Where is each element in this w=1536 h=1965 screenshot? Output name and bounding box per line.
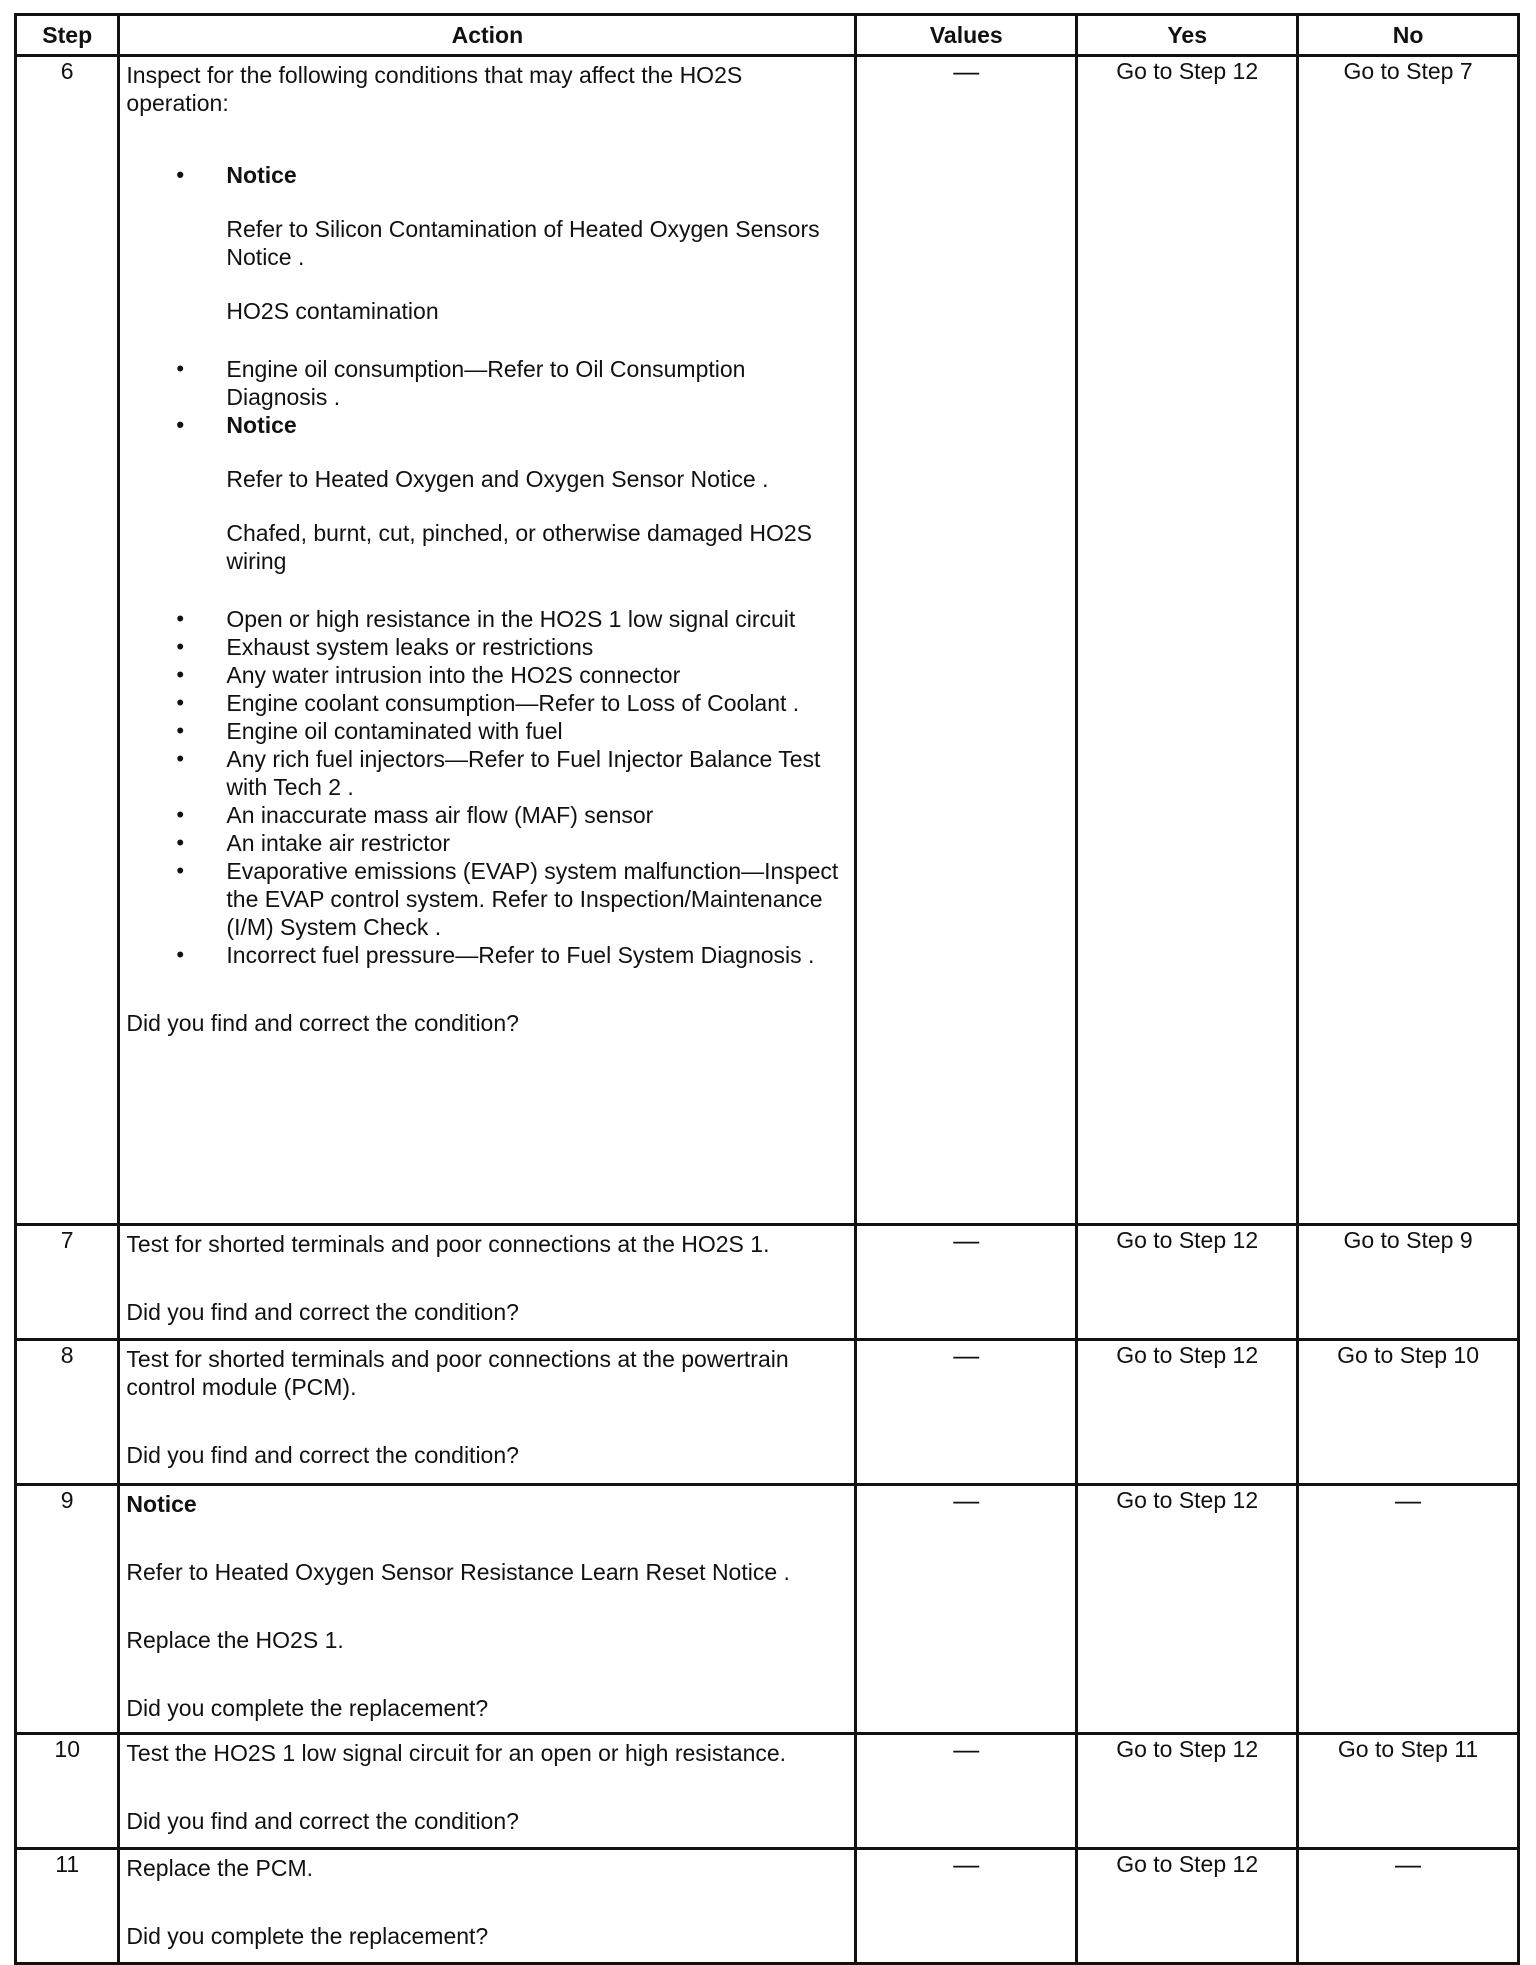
table-row-step-11 [16, 1849, 1519, 1964]
no-cell: Go to Step 11 [1298, 1734, 1519, 1849]
notice-label: • Notice [126, 411, 846, 439]
list-item: • Engine oil consumption—Refer to Oil Consumption Diagnosis . [126, 355, 846, 411]
list-item: • Engine oil contaminated with fuel [126, 717, 846, 745]
action-cell [119, 1485, 856, 1734]
header-action: Action [119, 15, 856, 56]
notice-label: • Notice [126, 161, 846, 189]
header-step: Step [16, 15, 119, 56]
header-no: No [1298, 15, 1519, 56]
action-cell [119, 1734, 856, 1849]
yes-cell: Go to Step 12 [1077, 1734, 1298, 1849]
table-header-row [16, 15, 1519, 56]
action-text: Replace the HO2S 1. [126, 1627, 344, 1653]
list-item: • Any water intrusion into the HO2S connector [126, 661, 846, 689]
action-question: Did you complete the replacement? [126, 1923, 489, 1949]
values-cell: — [856, 1485, 1077, 1734]
header-values: Values [856, 15, 1077, 56]
notice-label: Notice [126, 1491, 197, 1517]
action-cell [119, 1225, 856, 1340]
action-text: Test for shorted terminals and poor connections at the HO2S 1. [126, 1231, 770, 1257]
action-cell [119, 1849, 856, 1964]
step-number: 10 [16, 1734, 119, 1849]
list-item: • Any rich fuel injectors—Refer to Fuel Injector Balance Test with Tech 2 . [126, 745, 846, 801]
values-cell: — [856, 1225, 1077, 1340]
condition-list [126, 605, 846, 969]
step-number: 7 [16, 1225, 119, 1340]
values-cell: — [856, 56, 1077, 1225]
notice-text: Refer to Heated Oxygen and Oxygen Sensor Notice . [226, 466, 769, 492]
condition-list-top [126, 161, 846, 189]
step-number: 8 [16, 1340, 119, 1485]
yes-cell: Go to Step 12 [1077, 1225, 1298, 1340]
step-number: 6 [16, 56, 119, 1225]
yes-cell: Go to Step 12 [1077, 56, 1298, 1225]
notice-text: Refer to Heated Oxygen Sensor Resistance Learn Reset Notice . [126, 1559, 790, 1585]
list-item: • Engine coolant consumption—Refer to Loss of Coolant . [126, 689, 846, 717]
values-cell: — [856, 1734, 1077, 1849]
notice-item: HO2S contamination [226, 298, 439, 324]
diagnostic-steps-table [14, 13, 1520, 1965]
list-item: • Exhaust system leaks or restrictions [126, 633, 846, 661]
action-question: Did you find and correct the condition? [126, 1808, 519, 1834]
no-cell: Go to Step 10 [1298, 1340, 1519, 1485]
no-cell: Go to Step 9 [1298, 1225, 1519, 1340]
list-item: • An intake air restrictor [126, 829, 846, 857]
no-cell: — [1298, 1485, 1519, 1734]
action-question: Did you find and correct the condition? [126, 1442, 519, 1468]
action-cell [119, 56, 856, 1225]
list-item: • Incorrect fuel pressure—Refer to Fuel System Diagnosis . [126, 941, 846, 969]
values-cell: — [856, 1849, 1077, 1964]
values-cell: — [856, 1340, 1077, 1485]
table-row-step-7 [16, 1225, 1519, 1340]
action-question: Did you find and correct the condition? [126, 1010, 519, 1036]
yes-cell: Go to Step 12 [1077, 1340, 1298, 1485]
table-row-step-9 [16, 1485, 1519, 1734]
action-text: Test the HO2S 1 low signal circuit for an open or high resistance. [126, 1740, 787, 1766]
notice-text: Refer to Silicon Contamination of Heated Oxygen Sensors Notice . [226, 216, 820, 270]
list-item: • Open or high resistance in the HO2S 1 low signal circuit [126, 605, 846, 633]
yes-cell: Go to Step 12 [1077, 1849, 1298, 1964]
yes-cell: Go to Step 12 [1077, 1485, 1298, 1734]
no-cell: — [1298, 1849, 1519, 1964]
diagnostic-table-page [14, 13, 1520, 1965]
header-yes: Yes [1077, 15, 1298, 56]
action-question: Did you find and correct the condition? [126, 1299, 519, 1325]
action-text: Replace the PCM. [126, 1855, 314, 1881]
table-row-step-10 [16, 1734, 1519, 1849]
no-cell: Go to Step 7 [1298, 56, 1519, 1225]
notice-item: Chafed, burnt, cut, pinched, or otherwise damaged HO2S wiring [226, 520, 812, 574]
table-row-step-8 [16, 1340, 1519, 1485]
list-item: • Evaporative emissions (EVAP) system malfunction—Inspect the EVAP control system. Refer to Inspection/Maintenance (I/M) System Check . [126, 857, 846, 941]
list-item: • An inaccurate mass air flow (MAF) sensor [126, 801, 846, 829]
table-row-step-6 [16, 56, 1519, 1225]
action-intro: Inspect for the following conditions that may affect the HO2S operation: [126, 62, 743, 116]
action-text: Test for shorted terminals and poor connections at the powertrain control module (PCM). [126, 1346, 789, 1400]
step-number: 9 [16, 1485, 119, 1734]
condition-list-mid [126, 355, 846, 439]
step-number: 11 [16, 1849, 119, 1964]
action-cell [119, 1340, 856, 1485]
action-question: Did you complete the replacement? [126, 1695, 489, 1721]
